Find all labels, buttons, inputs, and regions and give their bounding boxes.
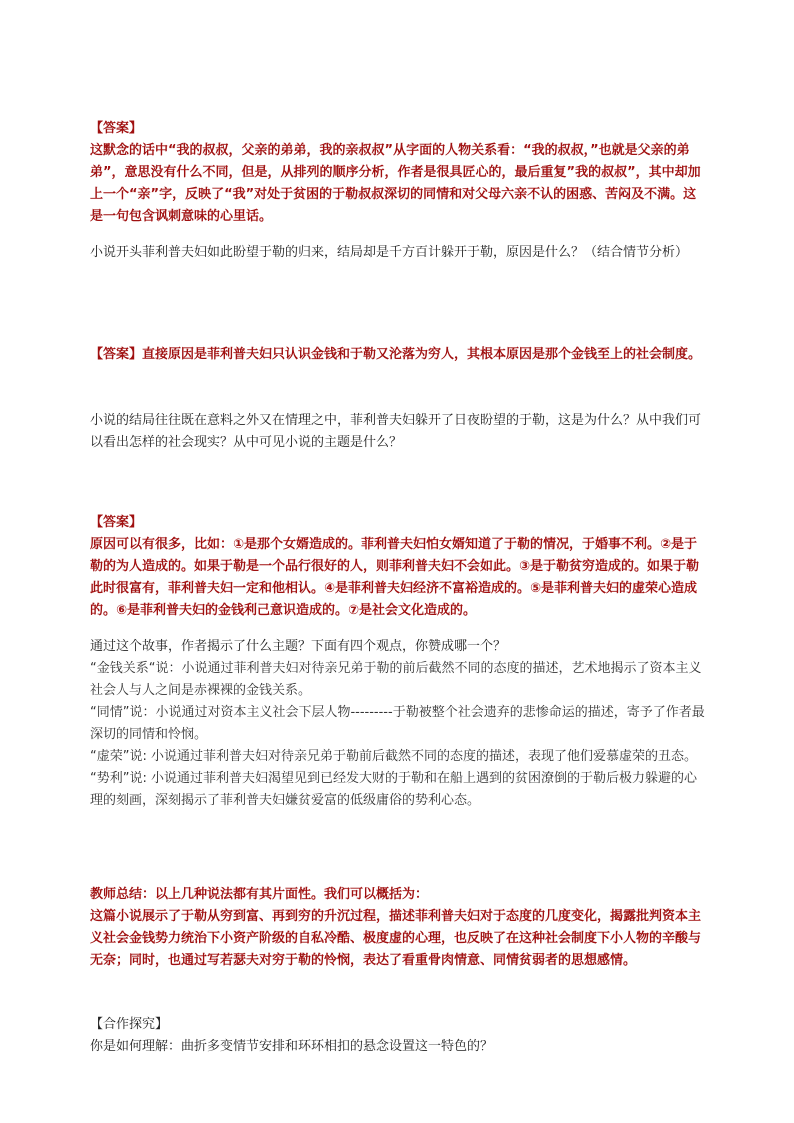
- summary-title: 教师总结：以上几种说法都有其片面性。我们可以概括为：: [90, 887, 429, 902]
- view-money: “金钱关系“说：小说通过菲利普夫妇对待亲兄弟于勒的前后截然不同的态度的描述，艺术地揭示了资本主义社会人与人之间是赤裸裸的金钱关系。: [90, 661, 702, 698]
- section-label: 【合作探究】: [90, 1017, 169, 1032]
- answer-label: 【答案】: [90, 515, 143, 530]
- answer-block-1: [90, 118, 708, 228]
- view-vanity: “虚荣”说: 小说通过菲利普夫妇对待亲兄弟于勒前后截然不同的态度的描述，表现了他们爱慕虚荣的丑态。: [90, 749, 697, 764]
- answer-block-3: [90, 512, 708, 622]
- answer-text: 原因可以有很多，比如：①是那个女婿造成的。菲利普夫妇怕女婿知道了于勒的情况，于婚事不利。②是于勒的为人造成的。如果于勒是一个品行很好的人，则菲利普夫妇不会如此。③是于勒贫穷造成的。如果于勒此时很富有，菲利普夫妇一定和他相认。④是菲利普夫妇经济不富裕造成的。⑤是菲利普夫妇的虚荣心造成的。⑥是菲利普夫妇的金钱利己意识造成的。⑦是社会文化造成的。: [90, 537, 700, 618]
- teacher-summary: [90, 884, 708, 972]
- answer-text: [90, 344, 708, 366]
- view-sympathy: “同情”说：小说通过对资本主义社会下层人物---------于勒被整个社会遗弃的悲惨命运的描述，寄予了作者最深切的同情和怜悯。: [90, 705, 705, 742]
- answer-label: 【答案】: [90, 347, 143, 362]
- answer-body: 直接原因是菲利普夫妇只认识金钱和于勒又沦落为穷人，其根本原因是那个金钱至上的社会制度。: [142, 347, 702, 362]
- views-list: [90, 658, 708, 812]
- question-4: 通过这个故事，作者揭示了什么主题？下面有四个观点，你赞成哪一个？: [90, 639, 507, 654]
- answer-block-2: [90, 344, 708, 366]
- question-5: 你是如何理解：曲折多变情节安排和环环相扣的悬念设置这一特色的？: [90, 1039, 494, 1054]
- summary-text: 这篇小说展示了于勒从穷到富、再到穷的升沉过程，描述菲利普夫妇对于态度的几度变化，揭露批判资本主义社会金钱势力统治下小资产阶级的自私冷酷、极度虚的心理，也反映了在这种社会制度下小人物的辛酸与无奈；同时，也通过写若瑟夫对穷于勒的怜悯，表达了看重骨肉情意、同情贫弱者的思想感情。: [90, 909, 702, 968]
- question-3: 小说的结局往往既在意料之外又在情理之中，菲利普夫妇躲开了日夜盼望的于勒，这是为什么？从中我们可以看出怎样的社会现实？从中可见小说的主题是什么？: [90, 413, 702, 450]
- question-2: 小说开头菲利普夫妇如此盼望于勒的归来，结局却是千方百计躲开于勒，原因是什么？（结合情节分析）: [90, 245, 689, 260]
- answer-label: 【答案】: [90, 121, 143, 136]
- answer-text: 这默念的话中“我的叔叔，父亲的弟弟，我的亲叔叔”从字面的人物关系看：“我的叔叔，”也就是父亲的弟弟”，意思没有什么不同，但是，从排列的顺序分析，作者是很具匠心的，最后重复”我的叔叔”，其中却加上一个“亲”字，反映了“我”对处于贫困的于勒叔叔深切的同情和对父母六亲不认的困惑、苦闷及不满。这是一句包含讽刺意味的心里话。: [90, 143, 701, 224]
- cooperative-section: [90, 1014, 708, 1058]
- view-snobbery: “势利”说: 小说通过菲利普夫妇渴望见到已经发大财的于勒和在船上遇到的贫困潦倒的于勒后极力躲避的心理的刻画，深刻揭示了菲利普夫妇嫌贫爱富的低级庸俗的势利心态。: [90, 771, 697, 808]
